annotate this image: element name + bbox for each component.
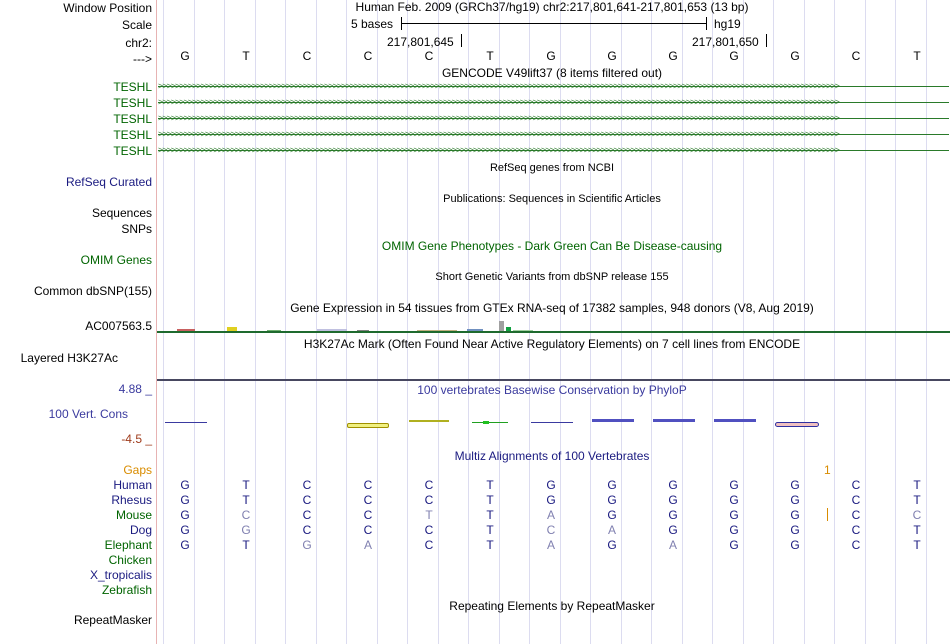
alignment-base-human: G [546,478,556,492]
species-label-mouse[interactable]: Mouse [115,508,152,522]
species-label-elephant[interactable]: Elephant [104,538,152,552]
alignment-base-human: C [302,478,312,492]
phylop-mark [409,420,449,422]
alignment-base-elephant: C [851,538,861,552]
alignment-base-rhesus: G [729,493,739,507]
assembly-position: Human Feb. 2009 (GRCh37/hg19) chr2:217,801,641-217,801,653 (13 bp) [355,0,749,14]
phylop-mark [347,423,389,428]
alignment-base-dog: T [913,523,921,537]
phylop-label[interactable]: 100 Vert. Cons [48,407,128,421]
alignment-base-rhesus: G [180,493,190,507]
reference-base: C [363,49,373,63]
reference-base: G [729,49,739,63]
phylop-mark [714,419,756,422]
alignment-base-elephant: G [790,538,800,552]
strand-arrows: >>>>>>>>>>>>>>>>>>>>>>>>>>>>>>>>>>>>>>>>>>>>>>>>>>>>>>>>>>>>>>>>>>>>>>>>>>>>>>>>>>>>>>>>>>>>>>>>>>>>>>>>>>>>>>>>>>>>>>>>>>>>>>>>>>>>>>>>>>>>>>>>>>>>>>>>>>>>>>>> [158,97,839,107]
reference-base: C [302,49,312,63]
alignment-base-rhesus: G [546,493,556,507]
phylop-min-label: -4.5 _ [121,432,152,446]
alignment-base-mouse: C [851,508,861,522]
gencode-item-label[interactable]: TESHL [113,128,152,142]
alignment-base-human: T [242,478,250,492]
gaps-label[interactable]: Gaps [123,463,152,477]
gap-marker: 1 [824,463,831,477]
phylop-max-label: 4.88 _ [118,382,152,396]
track-image[interactable] [157,0,950,644]
alignment-base-human: G [729,478,739,492]
alignment-base-human: G [607,478,617,492]
alignment-base-mouse: C [241,508,251,522]
alignment-base-mouse: C [912,508,922,522]
strand-arrows: >>>>>>>>>>>>>>>>>>>>>>>>>>>>>>>>>>>>>>>>>>>>>>>>>>>>>>>>>>>>>>>>>>>>>>>>>>>>>>>>>>>>>>>>>>>>>>>>>>>>>>>>>>>>>>>>>>>>>>>>>>>>>>>>>>>>>>>>>>>>>>>>>>>>>>>>>>>>>>>> [158,81,839,91]
alignment-base-elephant: A [668,538,677,552]
strand-arrows: >>>>>>>>>>>>>>>>>>>>>>>>>>>>>>>>>>>>>>>>>>>>>>>>>>>>>>>>>>>>>>>>>>>>>>>>>>>>>>>>>>>>>>>>>>>>>>>>>>>>>>>>>>>>>>>>>>>>>>>>>>>>>>>>>>>>>>>>>>>>>>>>>>>>>>>>>>>>>>>> [158,113,839,123]
omim-label[interactable]: OMIM Genes [80,253,152,267]
alignment-base-human: T [913,478,921,492]
alignment-base-dog: C [424,523,434,537]
dbsnp-track-title: Short Genetic Variants from dbSNP release 155 [435,271,669,283]
gencode-item-label[interactable]: TESHL [113,144,152,158]
scale-bar-text: 5 bases [351,17,394,31]
alignment-base-elephant: A [363,538,372,552]
alignment-base-dog: A [607,523,616,537]
alignment-base-dog: G [180,523,190,537]
reference-base: C [424,49,434,63]
sequences-label[interactable]: Sequences [91,206,152,220]
h3k27ac-label[interactable]: Layered H3K27Ac [20,351,118,365]
reference-base: T [242,49,250,63]
scale-bar-tick-right [706,17,707,30]
strand-arrows: >>>>>>>>>>>>>>>>>>>>>>>>>>>>>>>>>>>>>>>>>>>>>>>>>>>>>>>>>>>>>>>>>>>>>>>>>>>>>>>>>>>>>>>>>>>>>>>>>>>>>>>>>>>>>>>>>>>>>>>>>>>>>>>>>>>>>>>>>>>>>>>>>>>>>>>>>>>>>>>> [158,129,839,139]
gtex-baseline [157,331,950,333]
alignment-base-dog: T [486,523,494,537]
phylop-mark [483,421,489,424]
omim-track-title: OMIM Gene Phenotypes - Dark Green Can Be Disease-causing [381,239,723,253]
alignment-base-dog: C [363,523,373,537]
strand-arrows: >>>>>>>>>>>>>>>>>>>>>>>>>>>>>>>>>>>>>>>>>>>>>>>>>>>>>>>>>>>>>>>>>>>>>>>>>>>>>>>>>>>>>>>>>>>>>>>>>>>>>>>>>>>>>>>>>>>>>>>>>>>>>>>>>>>>>>>>>>>>>>>>>>>>>>>>>>>>>>>> [158,145,839,155]
reference-base: T [486,49,494,63]
alignment-base-mouse: T [425,508,433,522]
alignment-base-rhesus: G [607,493,617,507]
gencode-feature[interactable] [158,81,949,91]
phylop-mark [592,419,634,422]
pubs-track-title: Publications: Sequences in Scientific Articles [443,193,661,205]
gencode-feature[interactable] [158,145,949,155]
scale-db: hg19 [714,17,741,31]
alignment-base-elephant: T [242,538,250,552]
gencode-feature[interactable] [158,113,949,123]
multiz-track-title: Multiz Alignments of 100 Vertebrates [454,449,650,463]
alignment-base-rhesus: T [242,493,250,507]
h3k27ac-track-title: H3K27Ac Mark (Often Found Near Active Regulatory Elements) on 7 cell lines from ENCODE [303,337,801,351]
alignment-base-dog: G [729,523,739,537]
scale-bar-tick-left [401,17,402,30]
reference-base: T [913,49,921,63]
phylop-mark [472,422,508,423]
alignment-base-dog: C [851,523,861,537]
alignment-base-rhesus: T [486,493,494,507]
dbsnp-label[interactable]: Common dbSNP(155) [33,284,152,298]
species-label-rhesus[interactable]: Rhesus [111,493,152,507]
alignment-base-human: C [424,478,434,492]
alignment-base-human: G [790,478,800,492]
species-label-human[interactable]: Human [113,478,152,492]
alignment-base-rhesus: G [790,493,800,507]
alignment-base-elephant: G [180,538,190,552]
species-label-dog[interactable]: Dog [129,523,152,537]
species-label-x-tropicalis[interactable]: X_tropicalis [89,568,152,582]
scale-label: Scale [121,18,152,32]
snps-label[interactable]: SNPs [121,222,152,236]
species-label-zebrafish[interactable]: Zebrafish [101,583,152,597]
h3k27ac-baseline [157,379,950,381]
alignment-base-mouse: G [607,508,617,522]
ruler-coord-left: 217,801,645 [387,35,454,49]
alignment-base-mouse: A [546,508,555,522]
alignment-base-elephant: C [424,538,434,552]
species-label-chicken[interactable]: Chicken [108,553,152,567]
track-labels-column [0,0,156,644]
alignment-base-mouse: C [302,508,312,522]
alignment-base-elephant: T [486,538,494,552]
alignment-base-human: C [363,478,373,492]
window-position-label: Window Position [63,1,152,15]
gtex-bar [499,321,504,331]
alignment-base-dog: G [790,523,800,537]
gtex-gene-label[interactable]: AC007563.5 [85,319,152,333]
alignment-base-mouse: T [486,508,494,522]
phylop-mark [165,422,207,423]
alignment-base-rhesus: T [913,493,921,507]
alignment-base-rhesus: C [851,493,861,507]
ruler-tick [766,34,767,47]
phylop-mark [775,422,819,427]
alignment-base-dog: C [302,523,312,537]
alignment-base-dog: C [546,523,556,537]
alignment-base-mouse: G [180,508,190,522]
alignment-base-mouse: G [668,508,678,522]
phylop-mark [653,419,695,422]
gencode-item-label[interactable]: TESHL [113,96,152,110]
gencode-feature[interactable] [158,97,949,107]
phylop-track-title: 100 vertebrates Basewise Conservation by PhyloP [417,383,687,397]
reference-base: G [180,49,190,63]
chrom-label: chr2: [125,36,152,50]
alignment-base-human: T [486,478,494,492]
scale-bar [401,23,706,24]
alignment-base-elephant: G [302,538,312,552]
alignment-base-human: C [851,478,861,492]
repeatmasker-track-title: Repeating Elements by RepeatMasker [449,599,655,613]
alignment-base-dog: G [241,523,251,537]
gencode-item-label[interactable]: TESHL [113,80,152,94]
reference-base: G [790,49,800,63]
alignment-base-human: G [180,478,190,492]
alignment-base-mouse: G [790,508,800,522]
alignment-base-elephant: G [729,538,739,552]
insertion-marker [827,508,828,521]
gencode-feature[interactable] [158,129,949,139]
alignment-base-human: G [668,478,678,492]
gencode-item-label[interactable]: TESHL [113,112,152,126]
reference-base: G [607,49,617,63]
alignment-base-dog: G [668,523,678,537]
alignment-base-rhesus: C [363,493,373,507]
gencode-track-title: GENCODE V49lift37 (8 items filtered out) [441,66,663,80]
alignment-base-mouse: G [729,508,739,522]
reference-base: C [851,49,861,63]
reference-base: G [668,49,678,63]
ruler-tick [461,34,462,47]
alignment-base-elephant: T [913,538,921,552]
alignment-base-elephant: G [607,538,617,552]
strand-label[interactable]: ---> [133,52,152,66]
alignment-base-elephant: A [546,538,555,552]
ruler-coord-right: 217,801,650 [692,35,759,49]
gtex-track-title: Gene Expression in 54 tissues from GTEx RNA-seq of 17382 samples, 948 donors (V8, Aug 2019) [290,301,814,315]
alignment-base-mouse: C [363,508,373,522]
refseq-label[interactable]: RefSeq Curated [65,175,152,189]
alignment-base-rhesus: G [668,493,678,507]
reference-base: G [546,49,556,63]
refseq-track-title: RefSeq genes from NCBI [489,162,615,174]
phylop-mark [531,422,573,423]
repeatmasker-label[interactable]: RepeatMasker [73,613,152,627]
alignment-base-rhesus: C [424,493,434,507]
alignment-base-rhesus: C [302,493,312,507]
